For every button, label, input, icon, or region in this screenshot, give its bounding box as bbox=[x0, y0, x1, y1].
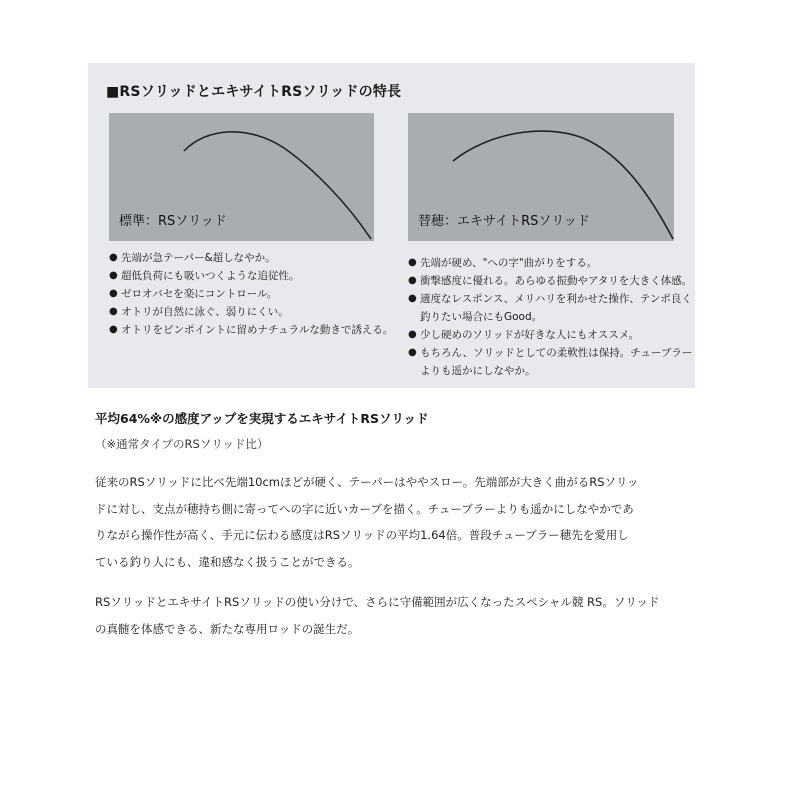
rs-solid-label: 標準：RSソリッド bbox=[119, 214, 227, 229]
feature-item: ● ゼロオバセを楽にコントロール。 bbox=[109, 285, 389, 303]
excite-rs-solid-label: 替穂：エキサイトRSソリッド bbox=[418, 214, 590, 229]
feature-item: ● 少し硬めのソリッドが好きな人にもオススメ。 bbox=[408, 326, 690, 344]
feature-item: ● オトリが自然に泳ぐ、弱りにくい。 bbox=[109, 303, 389, 321]
feature-item: ● 超低負荷にも吸いつくような追従性。 bbox=[109, 267, 389, 285]
section-headline: 平均64%※の感度アップを実現するエキサイトRSソリッド bbox=[95, 411, 429, 426]
feature-item: ● オトリをピンポイントに留めナチュラルな動きで誘える。 bbox=[109, 321, 389, 339]
feature-comparison-panel bbox=[88, 63, 695, 388]
excite-rs-solid-diagram bbox=[408, 113, 674, 241]
feature-item: ● 衝撃感度に優れる。あらゆる振動やアタリを大きく体感。 bbox=[408, 272, 690, 290]
rs-solid-diagram bbox=[109, 113, 374, 241]
feature-item: ● 適度なレスポンス、メリハリを利かせた操作、テンポ良く 釣りたい場合にもGood。 bbox=[408, 290, 690, 326]
rs-solid-feature-list bbox=[109, 249, 394, 339]
description-paragraph: 従来のRSソリッドに比べ先端10cmほどが硬く、テーパーはややスロー。先端部が大きく曲がるRSソリッ ドに対し、支点が穂持ち側に寄ってへの字に近いカーブを描く。チューブラーよりも遥かにしなやかであ りながら操作性が高く、手元に伝わる感度はRSソリッドの平均1.64倍。普段チューブラー穂先を愛用し ている釣り人にも、違和感なく扱うことができる。 bbox=[95, 475, 639, 569]
feature-item: ● 先端が硬め、"への字"曲がりをする。 bbox=[408, 254, 690, 272]
feature-item: ● 先端が急テーパー&超しなやか。 bbox=[109, 249, 389, 267]
summary-paragraph: RSソリッドとエキサイトRSソリッドの使い分けで、さらに守備範囲が広くなったスペシャル競 RS。ソリッド の真髄を体感できる、新たな専用ロッドの誕生だ。 bbox=[95, 595, 660, 636]
headline-footnote: （※通常タイプのRSソリッド比） bbox=[95, 437, 269, 451]
feature-item: ● もちろん、ソリッドとしての柔軟性は保持。チューブラー よりも遥かにしなやか。 bbox=[408, 344, 690, 380]
panel-title: ■RSソリッドとエキサイトRSソリッドの特長 bbox=[106, 84, 402, 100]
excite-rs-solid-feature-list bbox=[408, 254, 693, 380]
